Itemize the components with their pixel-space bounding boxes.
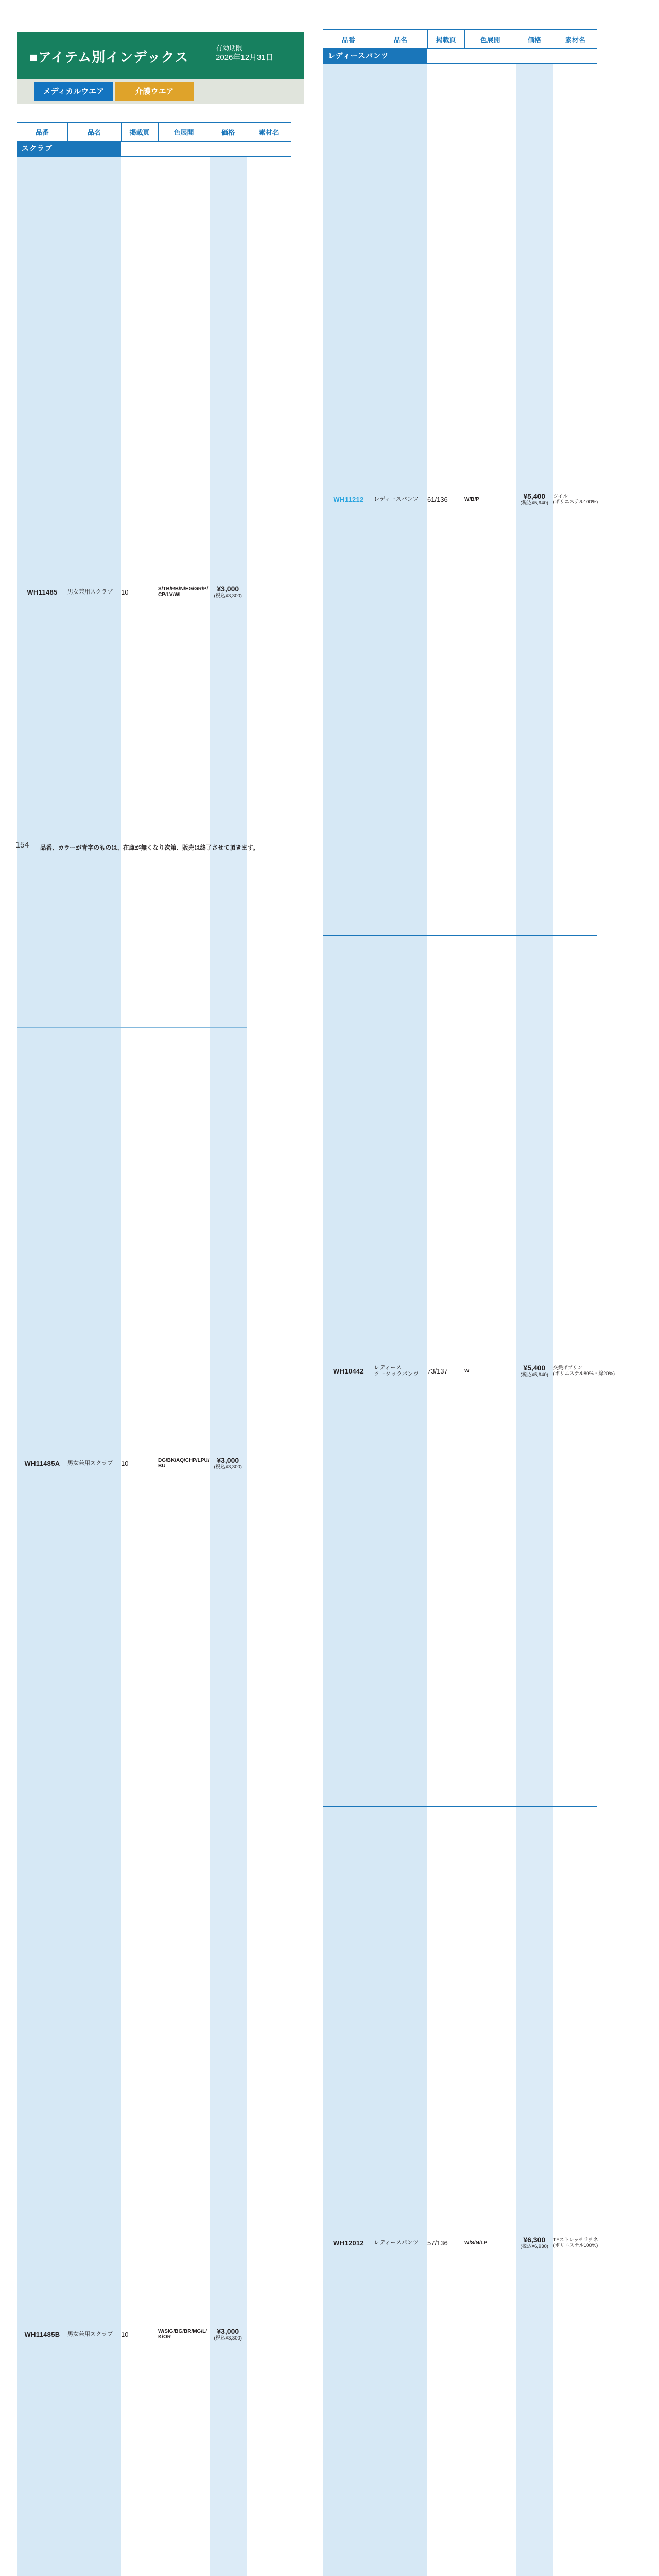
product-page: 10 <box>121 1899 158 2576</box>
footnote: 品番、カラーが青字のものは、在庫が無くなり次第、販売は終了させて頂きます。 <box>40 843 259 852</box>
material-composition: (ポリエステル100%) <box>553 499 598 505</box>
price-main: ¥6,300 <box>516 2236 553 2244</box>
product-price <box>516 935 553 1807</box>
product-code: WH12012 <box>323 1807 374 2576</box>
product-colors: DG/BK/AQ/CHP/LPU/BU <box>158 1028 210 1899</box>
column-header: 品名 <box>374 30 427 48</box>
product-price <box>516 63 553 935</box>
material-name: ツイル <box>553 494 598 500</box>
section-header-row <box>323 48 597 63</box>
column-header: 価格 <box>516 30 553 48</box>
product-colors: S/TB/RB/N/EG/GR/P/CP/LV/WI <box>158 156 210 1028</box>
product-code: WH11485A <box>17 1028 67 1899</box>
column-header: 品名 <box>67 123 121 141</box>
catalog-table-right <box>323 29 597 2576</box>
material-name: 交織ポプリン <box>553 1365 598 1371</box>
product-page: 73/137 <box>427 935 464 1807</box>
product-page: 10 <box>121 156 158 1028</box>
column-header: 素材名 <box>247 123 291 141</box>
material-name: TFストレッチラチネ <box>553 2237 598 2243</box>
product-page: 57/136 <box>427 1807 464 2576</box>
price-main: ¥5,400 <box>516 493 553 500</box>
section-title: スクラブ <box>17 142 121 156</box>
product-material <box>247 156 291 2576</box>
material-composition: (ポリエステル100%) <box>553 2243 598 2249</box>
product-price <box>516 1807 553 2576</box>
column-header: 品番 <box>323 30 374 48</box>
product-page: 10 <box>121 1028 158 1899</box>
section-header-row <box>17 141 291 156</box>
medical-wear-button[interactable]: メディカルウエア <box>34 82 113 101</box>
product-colors: W <box>464 935 516 1807</box>
product-row <box>17 156 291 1028</box>
product-name: 男女兼用スクラブ <box>67 1028 121 1899</box>
product-row <box>323 1807 597 2576</box>
price-main: ¥3,000 <box>210 1456 247 1464</box>
product-price <box>210 156 247 1028</box>
column-header: 色展開 <box>158 123 210 141</box>
product-name: 男女兼用スクラブ <box>67 1899 121 2576</box>
material-composition: (ポリエステル80%・綿20%) <box>553 1371 598 1377</box>
validity-date: 2026年12月31日 <box>216 53 273 62</box>
product-material <box>553 935 597 1807</box>
catalog-table-right-wrap <box>323 29 597 2576</box>
product-code: WH11485 <box>17 156 67 1028</box>
price-tax: (税込¥6,930) <box>516 2244 553 2249</box>
index-header <box>17 32 304 104</box>
price-tax: (税込¥5,940) <box>516 500 553 506</box>
page-number: 154 <box>15 841 29 850</box>
column-header: 色展開 <box>464 30 516 48</box>
product-price <box>210 1028 247 1899</box>
catalog-table-left-wrap <box>17 122 291 2576</box>
price-main: ¥5,400 <box>516 1364 553 1372</box>
validity-label: 有効期限 <box>216 44 273 53</box>
product-name: レディースパンツ <box>374 1807 427 2576</box>
product-price <box>210 1899 247 2576</box>
product-name: レディース ツータックパンツ <box>374 935 427 1807</box>
product-row <box>323 935 597 1807</box>
product-row <box>323 63 597 935</box>
table-header-row <box>17 123 291 141</box>
product-material <box>553 1807 597 2576</box>
catalog-page <box>0 0 659 871</box>
catalog-table-left <box>17 122 291 2576</box>
price-main: ¥3,000 <box>210 585 247 593</box>
product-material <box>553 63 597 935</box>
product-colors: W/S/N/LP <box>464 1807 516 2576</box>
column-header: 素材名 <box>553 30 597 48</box>
price-tax: (税込¥3,300) <box>210 593 247 599</box>
page-title: ■アイテム別インデックス <box>29 47 188 66</box>
column-header: 掲載頁 <box>427 30 464 48</box>
column-header: 品番 <box>17 123 67 141</box>
care-wear-button[interactable]: 介護ウエア <box>115 82 194 101</box>
product-code: WH10442 <box>323 935 374 1807</box>
price-tax: (税込¥5,940) <box>516 1372 553 1378</box>
product-name: レディースパンツ <box>374 63 427 935</box>
price-tax: (税込¥3,300) <box>210 2335 247 2341</box>
product-code: WH11212 <box>323 63 374 935</box>
section-title: レディースパンツ <box>323 49 427 63</box>
product-colors: W/SIG/BG/BR/MG/L/K/OR <box>158 1899 210 2576</box>
column-header: 価格 <box>210 123 247 141</box>
column-header: 掲載頁 <box>121 123 158 141</box>
product-page: 61/136 <box>427 63 464 935</box>
price-tax: (税込¥3,300) <box>210 1464 247 1470</box>
category-strip <box>17 79 304 104</box>
product-colors: W/B/P <box>464 63 516 935</box>
validity-block <box>216 44 273 62</box>
price-main: ¥3,000 <box>210 2328 247 2335</box>
product-code: WH11485B <box>17 1899 67 2576</box>
index-header-band <box>17 32 304 79</box>
table-header-row <box>323 30 597 48</box>
product-name: 男女兼用スクラブ <box>67 156 121 1028</box>
